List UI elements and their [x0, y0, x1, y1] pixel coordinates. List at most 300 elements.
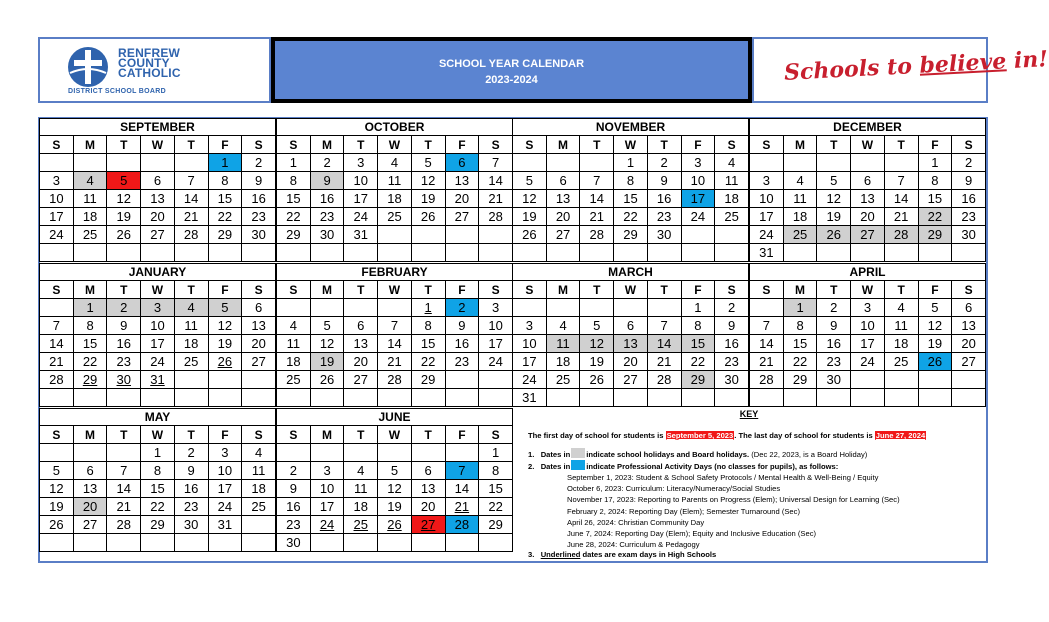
day-cell: 30	[952, 226, 986, 244]
day-cell: 5	[310, 317, 344, 335]
empty-cell	[546, 154, 580, 172]
day-cell: 30	[277, 534, 311, 552]
empty-cell	[479, 389, 513, 407]
day-cell: 6	[242, 299, 276, 317]
weekday-header: S	[750, 136, 784, 154]
day-cell: 8	[411, 317, 445, 335]
weekday-header: S	[952, 281, 986, 299]
day-cell: 3	[344, 154, 378, 172]
day-cell: 30	[817, 371, 851, 389]
day-cell: 27	[546, 226, 580, 244]
empty-cell	[952, 371, 986, 389]
day-cell: 8	[783, 317, 817, 335]
day-cell: 29	[277, 226, 311, 244]
day-cell: 31	[513, 389, 547, 407]
empty-cell	[40, 534, 74, 552]
day-cell: 26	[40, 516, 74, 534]
day-cell: 11	[174, 317, 208, 335]
day-cell: 27	[242, 353, 276, 371]
weekday-header: S	[715, 281, 749, 299]
empty-cell	[277, 244, 311, 262]
day-cell: 13	[614, 335, 648, 353]
empty-cell	[242, 516, 276, 534]
day-cell: 5	[208, 299, 242, 317]
day-cell: 16	[277, 498, 311, 516]
month-name: SEPTEMBER	[40, 119, 276, 136]
day-cell: 26	[918, 353, 952, 371]
day-cell: 21	[107, 498, 141, 516]
day-cell: 26	[817, 226, 851, 244]
day-cell: 6	[546, 172, 580, 190]
day-cell: 17	[141, 335, 175, 353]
day-cell: 3	[513, 317, 547, 335]
day-cell: 26	[378, 516, 412, 534]
day-cell: 29	[918, 226, 952, 244]
empty-cell	[40, 244, 74, 262]
empty-cell	[445, 371, 479, 389]
day-cell: 22	[73, 353, 107, 371]
day-cell: 5	[817, 172, 851, 190]
day-cell: 8	[681, 317, 715, 335]
day-cell: 17	[344, 190, 378, 208]
day-cell: 18	[344, 498, 378, 516]
day-cell: 28	[647, 371, 681, 389]
weekday-header: F	[208, 136, 242, 154]
empty-cell	[445, 444, 479, 462]
day-cell: 9	[310, 172, 344, 190]
empty-cell	[174, 371, 208, 389]
day-cell: 24	[513, 371, 547, 389]
day-cell: 8	[141, 462, 175, 480]
day-cell: 14	[107, 480, 141, 498]
weekday-header: T	[344, 136, 378, 154]
day-cell: 30	[174, 516, 208, 534]
day-cell: 7	[479, 154, 513, 172]
day-cell: 4	[884, 299, 918, 317]
day-cell: 20	[445, 190, 479, 208]
pa-day-item: February 2, 2024: Reporting Day (Elem); Semester Turnaround (Sec)	[567, 506, 800, 516]
empty-cell	[174, 244, 208, 262]
empty-cell	[310, 389, 344, 407]
day-cell: 4	[73, 172, 107, 190]
day-cell: 16	[107, 335, 141, 353]
empty-cell	[851, 154, 885, 172]
cross-emblem-icon	[66, 45, 110, 89]
day-cell: 10	[479, 317, 513, 335]
day-cell: 24	[750, 226, 784, 244]
day-cell: 10	[310, 480, 344, 498]
day-cell: 28	[107, 516, 141, 534]
weekday-header: W	[141, 281, 175, 299]
empty-cell	[73, 534, 107, 552]
weekday-header: S	[513, 281, 547, 299]
empty-cell	[208, 371, 242, 389]
day-cell: 9	[107, 317, 141, 335]
day-cell: 24	[40, 226, 74, 244]
empty-cell	[918, 389, 952, 407]
weekday-header: W	[141, 136, 175, 154]
slogan: Schools to believe in!	[783, 46, 1049, 86]
empty-cell	[817, 244, 851, 262]
day-cell: 21	[378, 353, 412, 371]
day-cell: 9	[174, 462, 208, 480]
day-cell: 25	[378, 208, 412, 226]
day-cell: 14	[40, 335, 74, 353]
day-cell: 12	[310, 335, 344, 353]
day-cell: 7	[378, 317, 412, 335]
weekday-header: F	[208, 281, 242, 299]
weekday-header: T	[174, 426, 208, 444]
weekday-header: M	[73, 281, 107, 299]
day-cell: 23	[174, 498, 208, 516]
day-cell: 2	[715, 299, 749, 317]
weekday-header: W	[851, 136, 885, 154]
day-cell: 28	[40, 371, 74, 389]
day-cell: 20	[242, 335, 276, 353]
empty-cell	[614, 299, 648, 317]
day-cell: 14	[750, 335, 784, 353]
weekday-header: F	[681, 136, 715, 154]
empty-cell	[681, 226, 715, 244]
empty-cell	[479, 534, 513, 552]
day-cell: 15	[208, 190, 242, 208]
empty-cell	[445, 226, 479, 244]
day-cell: 28	[750, 371, 784, 389]
empty-cell	[750, 389, 784, 407]
empty-cell	[208, 244, 242, 262]
day-cell: 10	[208, 462, 242, 480]
day-cell: 20	[411, 498, 445, 516]
day-cell: 5	[378, 462, 412, 480]
empty-cell	[242, 371, 276, 389]
empty-cell	[884, 244, 918, 262]
empty-cell	[174, 154, 208, 172]
day-cell: 9	[242, 172, 276, 190]
weekday-header: F	[208, 426, 242, 444]
day-cell: 27	[73, 516, 107, 534]
day-cell: 7	[647, 317, 681, 335]
empty-cell	[647, 389, 681, 407]
day-cell: 14	[647, 335, 681, 353]
day-cell: 17	[750, 208, 784, 226]
day-cell: 25	[242, 498, 276, 516]
day-cell: 20	[344, 353, 378, 371]
day-cell: 21	[647, 353, 681, 371]
day-cell: 26	[107, 226, 141, 244]
weekday-header: S	[40, 136, 74, 154]
blue-swatch-icon	[571, 460, 585, 470]
weekday-header: S	[715, 136, 749, 154]
day-cell: 2	[310, 154, 344, 172]
day-cell: 26	[580, 371, 614, 389]
day-cell: 8	[208, 172, 242, 190]
day-cell: 21	[40, 353, 74, 371]
weekday-header: S	[277, 136, 311, 154]
empty-cell	[277, 389, 311, 407]
day-cell: 9	[952, 172, 986, 190]
empty-cell	[681, 244, 715, 262]
day-cell: 6	[411, 462, 445, 480]
day-cell: 18	[715, 190, 749, 208]
day-cell: 10	[750, 190, 784, 208]
empty-cell	[580, 299, 614, 317]
empty-cell	[851, 244, 885, 262]
weekday-header: T	[647, 136, 681, 154]
weekday-header: S	[952, 136, 986, 154]
empty-cell	[277, 299, 311, 317]
month-name: JUNE	[277, 409, 513, 426]
key-item-exams: 3. Underlined dates are exam days in High Schools	[528, 550, 717, 559]
day-cell: 17	[513, 353, 547, 371]
month-name: OCTOBER	[277, 119, 513, 136]
day-cell: 4	[344, 462, 378, 480]
empty-cell	[750, 299, 784, 317]
day-cell: 11	[277, 335, 311, 353]
day-cell: 16	[817, 335, 851, 353]
day-cell: 2	[445, 299, 479, 317]
day-cell: 18	[242, 480, 276, 498]
day-cell: 30	[310, 226, 344, 244]
day-cell: 7	[174, 172, 208, 190]
day-cell: 29	[73, 371, 107, 389]
weekday-header: M	[73, 426, 107, 444]
day-cell: 16	[310, 190, 344, 208]
day-cell: 29	[479, 516, 513, 534]
key-item-holidays: 1. Dates in indicate school holidays and Board holidays. (Dec 22, 2023, is a Board Holiday)	[528, 450, 868, 459]
day-cell: 5	[411, 154, 445, 172]
day-cell: 22	[918, 208, 952, 226]
day-cell: 28	[580, 226, 614, 244]
day-cell: 20	[73, 498, 107, 516]
day-cell: 9	[817, 317, 851, 335]
day-cell: 20	[141, 208, 175, 226]
empty-cell	[918, 371, 952, 389]
day-cell: 27	[445, 208, 479, 226]
day-cell: 10	[40, 190, 74, 208]
day-cell: 3	[479, 299, 513, 317]
day-cell: 4	[277, 317, 311, 335]
day-cell: 9	[445, 317, 479, 335]
day-cell: 31	[344, 226, 378, 244]
weekday-header: S	[479, 426, 513, 444]
day-cell: 23	[310, 208, 344, 226]
day-cell: 17	[681, 190, 715, 208]
empty-cell	[107, 154, 141, 172]
day-cell: 2	[647, 154, 681, 172]
empty-cell	[411, 534, 445, 552]
day-cell: 11	[715, 172, 749, 190]
empty-cell	[174, 534, 208, 552]
month-name: JANUARY	[40, 264, 276, 281]
weekday-header: W	[851, 281, 885, 299]
day-cell: 7	[884, 172, 918, 190]
day-cell: 30	[647, 226, 681, 244]
weekday-header: S	[479, 281, 513, 299]
empty-cell	[580, 244, 614, 262]
empty-cell	[344, 534, 378, 552]
empty-cell	[208, 534, 242, 552]
day-cell: 13	[141, 190, 175, 208]
day-cell: 20	[952, 335, 986, 353]
weekday-header: F	[681, 281, 715, 299]
day-cell: 7	[107, 462, 141, 480]
weekday-header: T	[411, 281, 445, 299]
day-cell: 28	[479, 208, 513, 226]
empty-cell	[378, 444, 412, 462]
empty-cell	[344, 244, 378, 262]
day-cell: 8	[277, 172, 311, 190]
day-cell: 4	[174, 299, 208, 317]
day-cell: 4	[546, 317, 580, 335]
day-cell: 10	[513, 335, 547, 353]
empty-cell	[783, 389, 817, 407]
day-cell: 15	[479, 480, 513, 498]
weekday-header: M	[73, 136, 107, 154]
day-cell: 3	[750, 172, 784, 190]
empty-cell	[647, 244, 681, 262]
day-cell: 6	[73, 462, 107, 480]
empty-cell	[783, 244, 817, 262]
day-cell: 18	[546, 353, 580, 371]
day-cell: 24	[208, 498, 242, 516]
day-cell: 5	[513, 172, 547, 190]
pa-day-item: November 17, 2023: Reporting to Parents on Progress (Elem); Universal Design for Learning (Sec)	[567, 495, 900, 505]
title-line-2: 2023-2024	[485, 74, 538, 86]
day-cell: 26	[310, 371, 344, 389]
day-cell: 21	[479, 190, 513, 208]
empty-cell	[40, 389, 74, 407]
day-cell: 14	[580, 190, 614, 208]
day-cell: 21	[445, 498, 479, 516]
day-cell: 19	[918, 335, 952, 353]
day-cell: 16	[952, 190, 986, 208]
day-cell: 22	[479, 498, 513, 516]
day-cell: 10	[851, 317, 885, 335]
day-cell: 19	[817, 208, 851, 226]
day-cell: 18	[277, 353, 311, 371]
empty-cell	[952, 389, 986, 407]
empty-cell	[378, 534, 412, 552]
day-cell: 28	[445, 516, 479, 534]
month-january	[39, 263, 276, 408]
day-cell: 23	[107, 353, 141, 371]
month-may	[39, 408, 276, 553]
weekday-header: T	[344, 281, 378, 299]
weekday-header: F	[445, 426, 479, 444]
day-cell: 2	[174, 444, 208, 462]
empty-cell	[513, 244, 547, 262]
day-cell: 15	[681, 335, 715, 353]
day-cell: 24	[141, 353, 175, 371]
day-cell: 19	[411, 190, 445, 208]
day-cell: 4	[242, 444, 276, 462]
day-cell: 19	[580, 353, 614, 371]
month-name: MARCH	[513, 264, 749, 281]
weekday-header: W	[378, 426, 412, 444]
board-logo	[38, 37, 271, 103]
day-cell: 29	[208, 226, 242, 244]
weekday-header: T	[107, 426, 141, 444]
empty-cell	[884, 389, 918, 407]
empty-cell	[107, 389, 141, 407]
empty-cell	[174, 389, 208, 407]
empty-cell	[681, 389, 715, 407]
day-cell: 4	[783, 172, 817, 190]
empty-cell	[715, 389, 749, 407]
weekday-header: W	[378, 281, 412, 299]
weekday-header: M	[783, 136, 817, 154]
empty-cell	[817, 389, 851, 407]
day-cell: 29	[681, 371, 715, 389]
empty-cell	[242, 244, 276, 262]
empty-cell	[918, 244, 952, 262]
empty-cell	[513, 299, 547, 317]
day-cell: 6	[344, 317, 378, 335]
day-cell: 23	[817, 353, 851, 371]
day-cell: 19	[513, 208, 547, 226]
empty-cell	[242, 389, 276, 407]
day-cell: 24	[681, 208, 715, 226]
weekday-header: F	[445, 136, 479, 154]
day-cell: 27	[411, 516, 445, 534]
empty-cell	[513, 154, 547, 172]
weekday-header: M	[546, 136, 580, 154]
month-name: MAY	[40, 409, 276, 426]
weekday-header: S	[479, 136, 513, 154]
day-cell: 1	[783, 299, 817, 317]
day-cell: 11	[344, 480, 378, 498]
day-cell: 9	[715, 317, 749, 335]
day-cell: 25	[546, 371, 580, 389]
day-cell: 26	[513, 226, 547, 244]
gray-swatch-icon	[571, 448, 585, 458]
weekday-header: T	[817, 281, 851, 299]
weekday-header: T	[580, 281, 614, 299]
empty-cell	[344, 444, 378, 462]
empty-cell	[715, 226, 749, 244]
day-cell: 16	[174, 480, 208, 498]
empty-cell	[479, 371, 513, 389]
first-last-day-line: The first day of school for students is September 5, 2023. The last day of school for students is June 27, 2024	[528, 431, 926, 440]
day-cell: 13	[546, 190, 580, 208]
day-cell: 23	[445, 353, 479, 371]
day-cell: 29	[614, 226, 648, 244]
weekday-header: W	[378, 136, 412, 154]
empty-cell	[411, 389, 445, 407]
day-cell: 27	[141, 226, 175, 244]
day-cell: 17	[310, 498, 344, 516]
day-cell: 11	[242, 462, 276, 480]
empty-cell	[40, 154, 74, 172]
empty-cell	[107, 534, 141, 552]
day-cell: 18	[73, 208, 107, 226]
day-cell: 5	[580, 317, 614, 335]
month-november	[512, 118, 749, 263]
empty-cell	[242, 534, 276, 552]
day-cell: 6	[141, 172, 175, 190]
day-cell: 6	[851, 172, 885, 190]
day-cell: 15	[918, 190, 952, 208]
calendar-title	[271, 37, 752, 103]
weekday-header: M	[546, 281, 580, 299]
month-june	[276, 408, 513, 553]
empty-cell	[73, 154, 107, 172]
day-cell: 25	[277, 371, 311, 389]
empty-cell	[580, 154, 614, 172]
day-cell: 15	[141, 480, 175, 498]
day-cell: 6	[614, 317, 648, 335]
month-october	[276, 118, 513, 263]
